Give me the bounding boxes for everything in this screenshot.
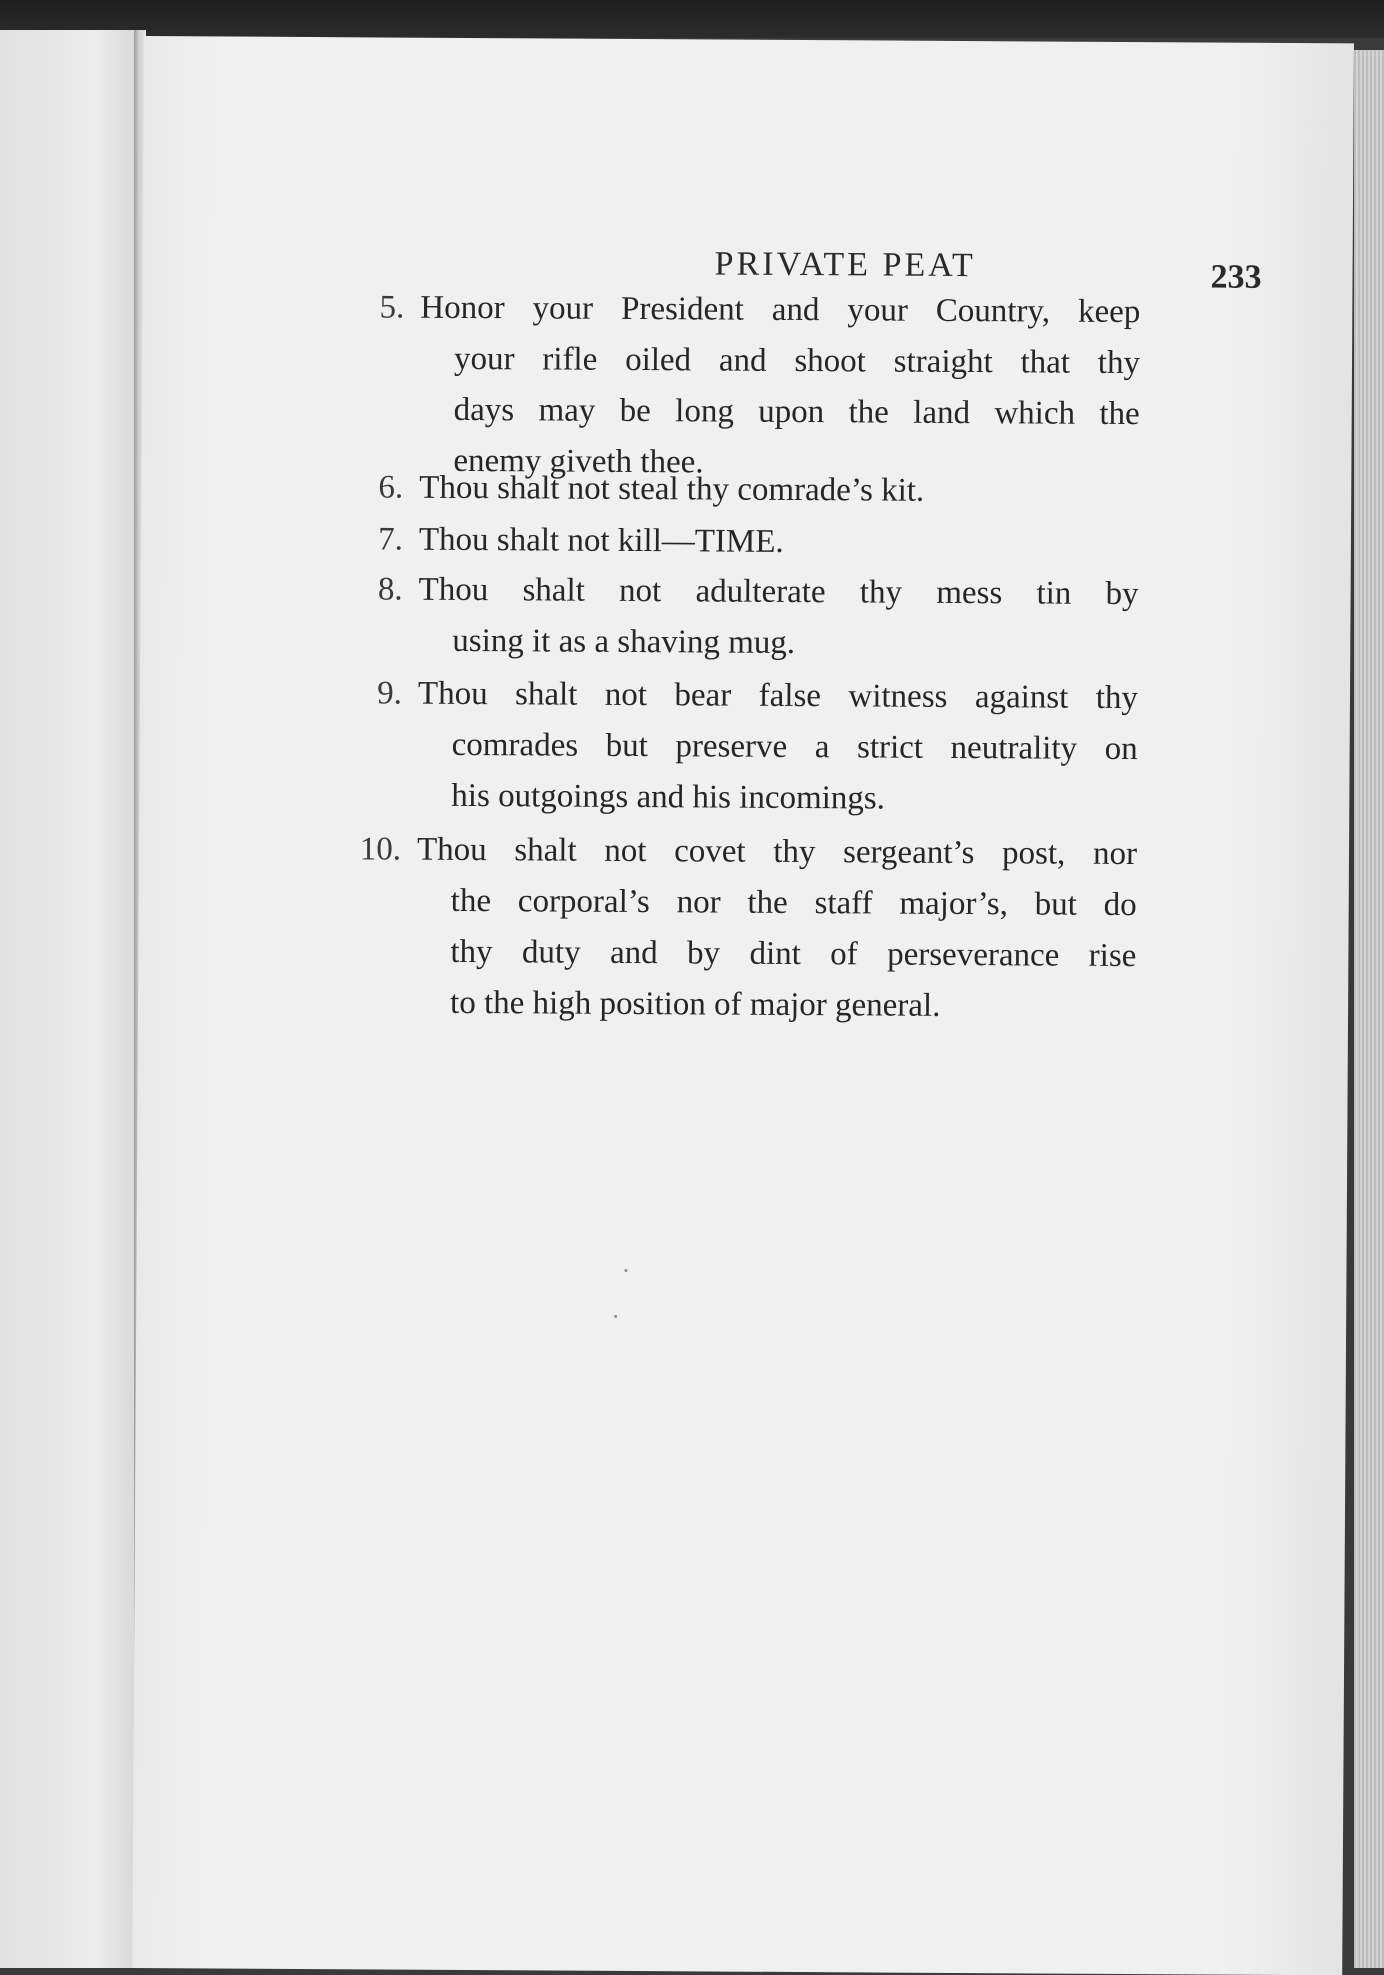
commandment-number: 6. <box>378 469 404 506</box>
commandment-line: Thou shalt not steal thy comrade’s kit. <box>419 469 925 509</box>
commandment-line: your rifle oiled and shoot straight that thy <box>453 340 1141 382</box>
commandment-line: Thou shalt not bear false witness against thy <box>417 675 1139 717</box>
commandment-number: 5. <box>379 289 405 326</box>
commandment-number: 9. <box>377 675 403 712</box>
commandment-number: 7. <box>378 521 404 558</box>
commandment-line: thy duty and by dint of perseverance rise <box>450 933 1137 975</box>
commandment-line: his outgoings and his incomings. <box>451 777 886 817</box>
commandment-line: to the high position of major general. <box>449 984 941 1024</box>
ink-speck <box>624 1269 627 1272</box>
commandment-number: 10. <box>359 831 402 868</box>
ink-speck <box>614 1315 617 1318</box>
commandment-line: days may be long upon the land which the <box>453 391 1140 433</box>
commandment-line: Thou shalt not adulterate thy mess tin by <box>418 571 1139 613</box>
page-stack-edge <box>1354 50 1384 1968</box>
book-page <box>132 36 1354 1975</box>
scan-top-border <box>0 0 1384 38</box>
commandment-line: Thou shalt not covet thy sergeant’s post, nor <box>416 831 1138 873</box>
commandment-line: Thou shalt not kill—TIME. <box>418 521 784 560</box>
commandment-line: comrades but preserve a strict neutrality on <box>451 726 1138 768</box>
running-head: PRIVATE PEAT <box>714 245 976 285</box>
commandment-line: using it as a shaving mug. <box>452 622 796 661</box>
commandment-line: Honor your President and your Country, keep <box>420 289 1141 331</box>
commandment-number: 8. <box>377 571 403 608</box>
commandment-line: enemy giveth thee. <box>453 442 704 481</box>
facing-page-edge <box>0 30 140 1968</box>
page-number: 233 <box>1210 258 1262 296</box>
commandment-line: the corporal’s nor the staff major’s, but do <box>450 882 1137 924</box>
